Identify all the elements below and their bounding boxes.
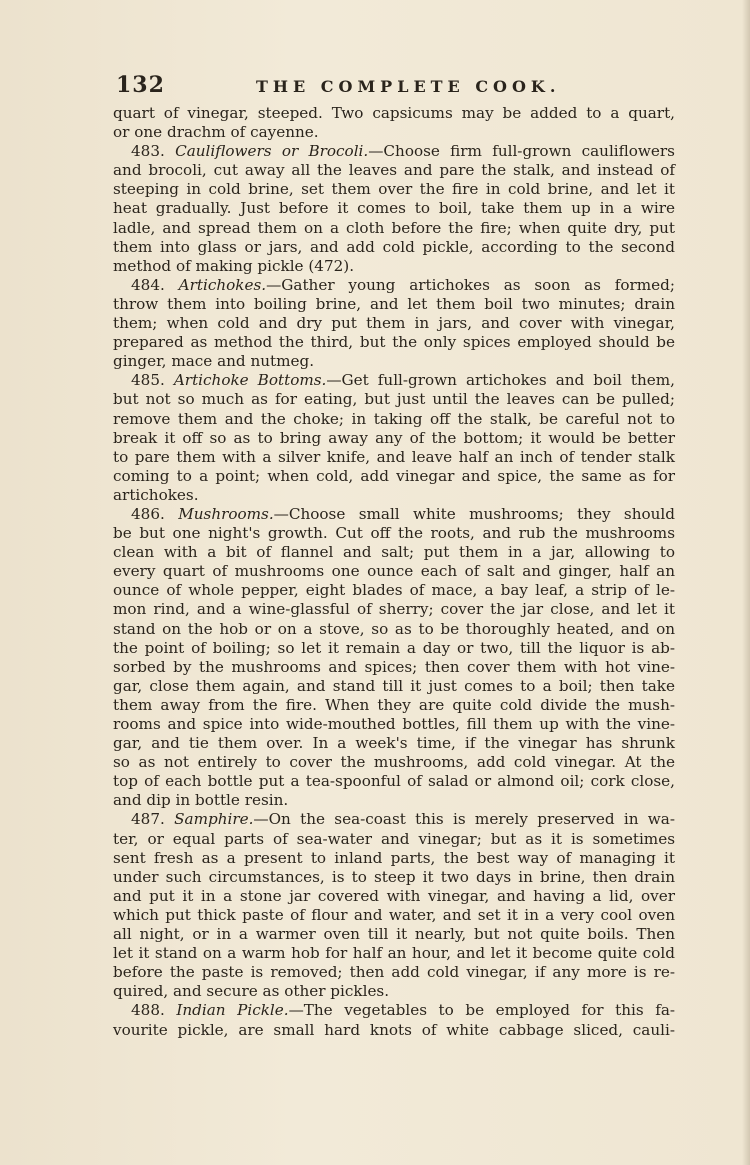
text-line: rooms and spice into wide-mouthed bottles, fill them up with the vine- bbox=[113, 715, 675, 733]
running-title: THE COMPLETE COOK. bbox=[256, 77, 561, 96]
text-line: sorbed by the mushrooms and spices; then cover them with hot vine- bbox=[113, 657, 675, 676]
running-head bbox=[116, 72, 676, 98]
text-line: be but one night's growth. Cut off the roots, and rub the mushrooms bbox=[113, 524, 675, 543]
text-line: break it off so as to bring away any of the bottom; it would be better bbox=[113, 428, 675, 447]
recipe-title: Indian Pickle. bbox=[176, 1001, 289, 1020]
text-line: to pare them with a silver knife, and leave half an inch of tender stalk bbox=[113, 447, 675, 466]
text-line: and put it in a stone jar covered with vinegar, and having a lid, over bbox=[113, 886, 675, 905]
text-line: remove them and the choke; in taking off the stalk, be careful not to bbox=[113, 409, 675, 428]
text-line: 485. Artichoke Bottoms.—Get full-grown artichokes and boil them, bbox=[131, 371, 675, 390]
text-line: ter, or equal parts of sea-water and vinegar; but as it is sometimes bbox=[113, 829, 675, 848]
text-line: vourite pickle, are small hard knots of white cabbage sliced, cauli- bbox=[113, 1020, 675, 1039]
page-edge-shadow bbox=[742, 0, 750, 1165]
text-line: them into glass or jars, and add cold pickle, according to the second bbox=[113, 237, 675, 256]
text-line: clean with a bit of flannel and salt; put them in a jar, allowing to bbox=[113, 543, 675, 562]
text-line: sent fresh as a present to inland parts, the best way of managing it bbox=[113, 848, 675, 867]
text-line: which put thick paste of flour and water, and set it in a very cool oven bbox=[113, 905, 675, 924]
text-line: all night, or in a warmer oven till it nearly, but not quite boils. Then bbox=[113, 925, 675, 944]
text-line: let it stand on a warm hob for half an hour, and let it become quite cold bbox=[113, 944, 675, 963]
text-line: and dip in bottle resin. bbox=[113, 791, 289, 810]
text-line: quired, and secure as other pickles. bbox=[113, 982, 390, 1001]
recipe-title: Mushrooms. bbox=[178, 504, 274, 523]
text-line: so as not entirely to cover the mushrooms, add cold vinegar. At the bbox=[113, 753, 675, 772]
text-line: mon rind, and a wine-glassful of sherry; cover the jar close, and let it bbox=[113, 600, 675, 619]
recipe-title: Artichoke Bottoms. bbox=[173, 371, 327, 390]
body-text bbox=[113, 104, 675, 1040]
text-line: method of making pickle (472). bbox=[113, 256, 355, 275]
text-line: gar, close them again, and stand till it just comes to a boil; then take bbox=[113, 676, 675, 695]
text-line: under such circumstances, is to steep it two days in brine, then drain bbox=[113, 867, 675, 886]
text-line: or one drachm of cayenne. bbox=[113, 123, 319, 142]
recipe-title: Artichokes. bbox=[178, 275, 267, 294]
text-line: top of each bottle put a tea-spoonful of salad or almond oil; cork close, bbox=[113, 772, 675, 791]
text-line: gar, and tie them over. In a week's time, if the vinegar has shrunk bbox=[113, 734, 675, 753]
text-line: steeping in cold brine, set them over the fire in cold brine, and let it bbox=[113, 180, 675, 199]
text-line: ginger, mace and nutmeg. bbox=[113, 352, 315, 371]
text-line: ounce of whole pepper, eight blades of mace, a bay leaf, a strip of le- bbox=[113, 581, 675, 600]
text-line: but not so much as for eating, but just until the leaves can be pulled; bbox=[113, 390, 675, 409]
text-line: artichokes. bbox=[113, 485, 199, 504]
text-line: every quart of mushrooms one ounce each of salt and ginger, half an bbox=[113, 562, 675, 581]
text-line: throw them into boiling brine, and let them boil two minutes; drain bbox=[113, 294, 675, 313]
text-line: the point of boiling; so let it remain a day or two, till the liquor is ab- bbox=[113, 638, 675, 657]
text-line: 484. Artichokes.—Gather young artichokes as soon as formed; bbox=[131, 275, 675, 294]
text-line: 483. Cauliflowers or Brocoli.—Choose firm full-grown cauliflowers bbox=[131, 142, 675, 161]
text-line: and brocoli, cut away all the leaves and pare the stalk, and instead of bbox=[113, 161, 675, 180]
text-line: 487. Samphire.—On the sea-coast this is merely preserved in wa- bbox=[131, 810, 675, 829]
recipe-title: Samphire. bbox=[174, 810, 254, 829]
text-line: heat gradually. Just before it comes to boil, take them up in a wire bbox=[113, 199, 675, 218]
text-line: quart of vinegar, steeped. Two capsicums may be added to a quart, bbox=[113, 104, 675, 122]
text-line: them away from the fire. When they are quite cold divide the mush- bbox=[113, 695, 675, 714]
text-line: 486. Mushrooms.—Choose small white mushrooms; they should bbox=[131, 504, 675, 523]
text-line: 488. Indian Pickle.—The vegetables to be employed for this fa- bbox=[131, 1001, 676, 1020]
text-line: prepared as method the third, but the only spices employed should be bbox=[113, 333, 675, 352]
text-line: before the paste is removed; then add cold vinegar, if any more is re- bbox=[113, 963, 675, 982]
text-line: stand on the hob or on a stove, so as to be thoroughly heated, and on bbox=[113, 619, 675, 638]
page-number: 132 bbox=[116, 72, 165, 98]
recipe-title: Cauliflowers or Brocoli. bbox=[175, 142, 369, 161]
text-line: ladle, and spread them on a cloth before the fire; when quite dry, put bbox=[113, 218, 675, 237]
text-line: coming to a point; when cold, add vinegar and spice, the same as for bbox=[113, 466, 675, 485]
text-line: them; when cold and dry put them in jars, and cover with vinegar, bbox=[113, 314, 675, 333]
